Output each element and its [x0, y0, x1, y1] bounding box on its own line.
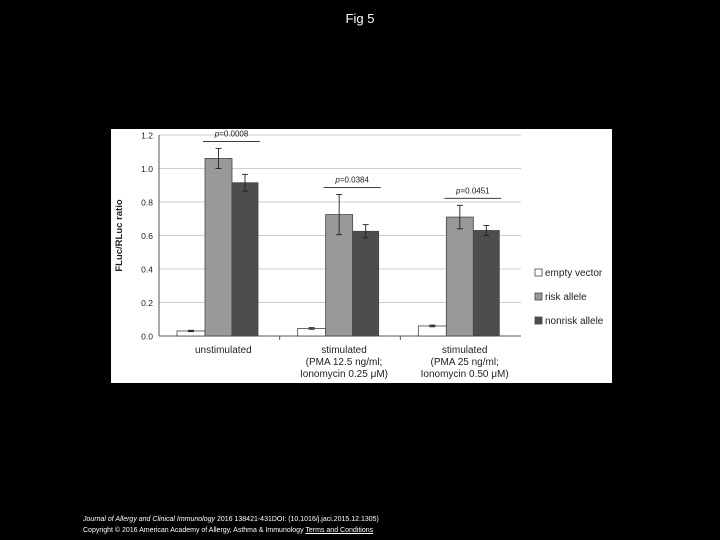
legend-swatch [535, 317, 542, 324]
x-category-label: Ionomycin 0.25 μM) [299, 369, 389, 380]
y-tick-label: 1.2 [141, 130, 153, 141]
bar-risk-allele [205, 158, 232, 336]
x-category-label: (PMA 12.5 ng/ml; [305, 357, 383, 368]
bar-chart [111, 129, 612, 383]
legend-label: empty vector [545, 268, 603, 279]
citation-details: 2016 138421-431DOI: (10.1016/j.jaci.2015.12.1305) [215, 516, 379, 523]
bar-empty-vector [418, 326, 446, 336]
x-category-label: stimulated [441, 345, 488, 356]
journal-name: Journal of Allergy and Clinical Immunology [83, 516, 216, 523]
legend-label: risk allele [545, 292, 587, 303]
citation [83, 514, 379, 536]
y-tick-label: 0.4 [141, 264, 153, 275]
legend-swatch [535, 269, 542, 276]
y-tick-label: 0.2 [141, 298, 153, 308]
x-category-label: (PMA 25 ng/ml; [430, 357, 499, 368]
bar-nonrisk-allele [232, 183, 258, 336]
y-tick-label: 0.0 [141, 331, 153, 342]
bar-nonrisk-allele [473, 230, 499, 336]
copyright-text: Copyright © 2016 American Academy of Allergy, Asthma & Immunology [83, 527, 306, 534]
legend-swatch [535, 293, 542, 300]
y-axis-label: FLuc/RLuc ratio [114, 199, 125, 272]
y-tick-label: 0.8 [141, 197, 153, 208]
bar-risk-allele [446, 217, 473, 336]
chart-panel [111, 129, 612, 383]
x-category-label: unstimulated [194, 345, 252, 356]
y-tick-label: 0.6 [141, 231, 153, 241]
y-tick-label: 1.0 [141, 164, 153, 174]
citation-line-2 [83, 525, 379, 536]
p-value-annotation: p=0.0384 [335, 175, 369, 185]
bar-nonrisk-allele [353, 231, 379, 336]
citation-line-1 [83, 514, 379, 525]
figure-title: Fig 5 [345, 11, 375, 26]
p-value-annotation: p=0.0008 [214, 129, 249, 139]
p-value-annotation: p=0.0451 [456, 186, 490, 196]
legend-label: nonrisk allele [545, 316, 604, 327]
terms-link[interactable]: Terms and Conditions [305, 527, 374, 534]
x-category-label: Ionomycin 0.50 μM) [420, 369, 509, 380]
x-category-label: stimulated [321, 345, 367, 356]
